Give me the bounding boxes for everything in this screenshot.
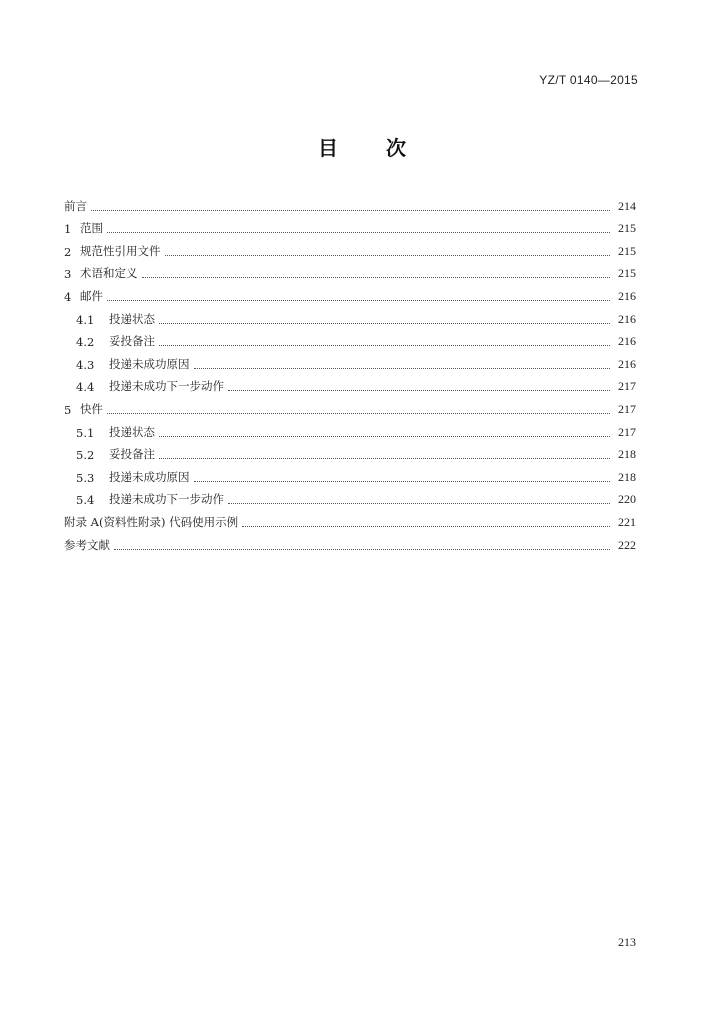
toc-entry-number: 4.3 — [76, 357, 95, 372]
toc-entry-page: 218 — [618, 447, 636, 462]
toc-entry-page: 215 — [618, 221, 636, 236]
toc-entry-page: 220 — [618, 492, 636, 507]
toc-entry-page: 217 — [618, 424, 636, 439]
toc-entry[interactable] — [64, 530, 636, 553]
toc-entry-number: 4 — [64, 289, 72, 304]
toc-entry-number: 4.4 — [76, 380, 95, 395]
toc-entry-number: 4.1 — [76, 312, 95, 327]
toc-entry-page: 221 — [618, 514, 636, 529]
toc-entry-label: 妥投备注 — [109, 334, 155, 349]
title-char-2: 次 — [386, 136, 406, 160]
toc-entry-label: 参考文献 — [64, 537, 110, 552]
toc-dot-leader — [107, 413, 610, 414]
toc-entry-number: 5 — [64, 402, 72, 417]
toc-entry-page: 216 — [618, 288, 636, 303]
toc-dot-leader — [114, 549, 610, 550]
toc-entry-page: 215 — [618, 266, 636, 281]
toc-entry-number: 3 — [64, 267, 72, 282]
toc-entry[interactable] — [64, 281, 636, 304]
toc-entry-page: 214 — [618, 198, 636, 213]
toc-entry[interactable] — [64, 394, 636, 417]
toc-entry-label: 范围 — [80, 221, 103, 236]
toc-dot-leader — [159, 458, 610, 459]
toc-entry-label: 投递状态 — [109, 311, 155, 326]
toc-entry-page: 217 — [618, 379, 636, 394]
toc-dot-leader — [159, 323, 610, 324]
toc-entry[interactable] — [64, 349, 636, 372]
toc-entry[interactable] — [64, 214, 636, 237]
toc-entry[interactable] — [64, 259, 636, 282]
toc-dot-leader — [228, 390, 610, 391]
toc-entry[interactable] — [64, 372, 636, 395]
toc-entry[interactable] — [64, 485, 636, 508]
toc-dot-leader — [165, 255, 611, 256]
toc-entry[interactable] — [64, 440, 636, 463]
toc-entry-label: 邮件 — [80, 288, 103, 303]
toc-entry-number: 5.1 — [76, 425, 95, 440]
toc-entry-label: 投递状态 — [109, 424, 155, 439]
toc-entry-label: 术语和定义 — [80, 266, 138, 281]
toc-entry-page: 216 — [618, 311, 636, 326]
toc-entry-label: 投递未成功原因 — [109, 469, 190, 484]
toc-entry[interactable] — [64, 236, 636, 259]
toc-entry-number: 5.2 — [76, 448, 95, 463]
page-title — [0, 132, 724, 161]
toc-entry-label: 投递未成功原因 — [109, 356, 190, 371]
toc-entry-label: 妥投备注 — [109, 447, 155, 462]
toc-entry[interactable] — [64, 191, 636, 214]
toc-entry[interactable] — [64, 417, 636, 440]
toc-entry-label: 规范性引用文件 — [80, 243, 161, 258]
toc-dot-leader — [228, 503, 610, 504]
toc-entry[interactable] — [64, 462, 636, 485]
toc-dot-leader — [242, 526, 610, 527]
toc-entry-page: 215 — [618, 243, 636, 258]
toc-entry-number: 1 — [64, 222, 72, 237]
toc-entry-number: 2 — [64, 244, 72, 259]
toc-dot-leader — [107, 232, 610, 233]
toc-dot-leader — [159, 436, 610, 437]
toc-entry-number: 4.2 — [76, 335, 95, 350]
toc-entry-label: 前言 — [64, 198, 87, 213]
toc-entry[interactable] — [64, 507, 636, 530]
title-char-1: 目 — [318, 136, 338, 160]
toc-dot-leader — [159, 345, 610, 346]
toc-entry-number: 5.3 — [76, 470, 95, 485]
table-of-contents — [64, 191, 636, 553]
toc-entry-page: 222 — [618, 537, 636, 552]
toc-entry[interactable] — [64, 304, 636, 327]
page-number: 213 — [618, 935, 636, 949]
standard-code: YZ/T 0140—2015 — [539, 73, 638, 87]
toc-entry-page: 217 — [618, 401, 636, 416]
toc-entry-label: 投递未成功下一步动作 — [109, 379, 224, 394]
toc-entry-page: 218 — [618, 469, 636, 484]
toc-entry[interactable] — [64, 327, 636, 350]
toc-dot-leader — [194, 481, 611, 482]
toc-entry-label: 投递未成功下一步动作 — [109, 492, 224, 507]
toc-dot-leader — [194, 368, 611, 369]
toc-dot-leader — [107, 300, 610, 301]
toc-entry-number: 5.4 — [76, 493, 95, 508]
toc-dot-leader — [142, 277, 611, 278]
toc-entry-page: 216 — [618, 356, 636, 371]
toc-entry-page: 216 — [618, 334, 636, 349]
toc-dot-leader — [91, 210, 610, 211]
toc-entry-label: 附录 A(资料性附录) 代码使用示例 — [64, 514, 239, 529]
toc-entry-label: 快件 — [80, 401, 103, 416]
